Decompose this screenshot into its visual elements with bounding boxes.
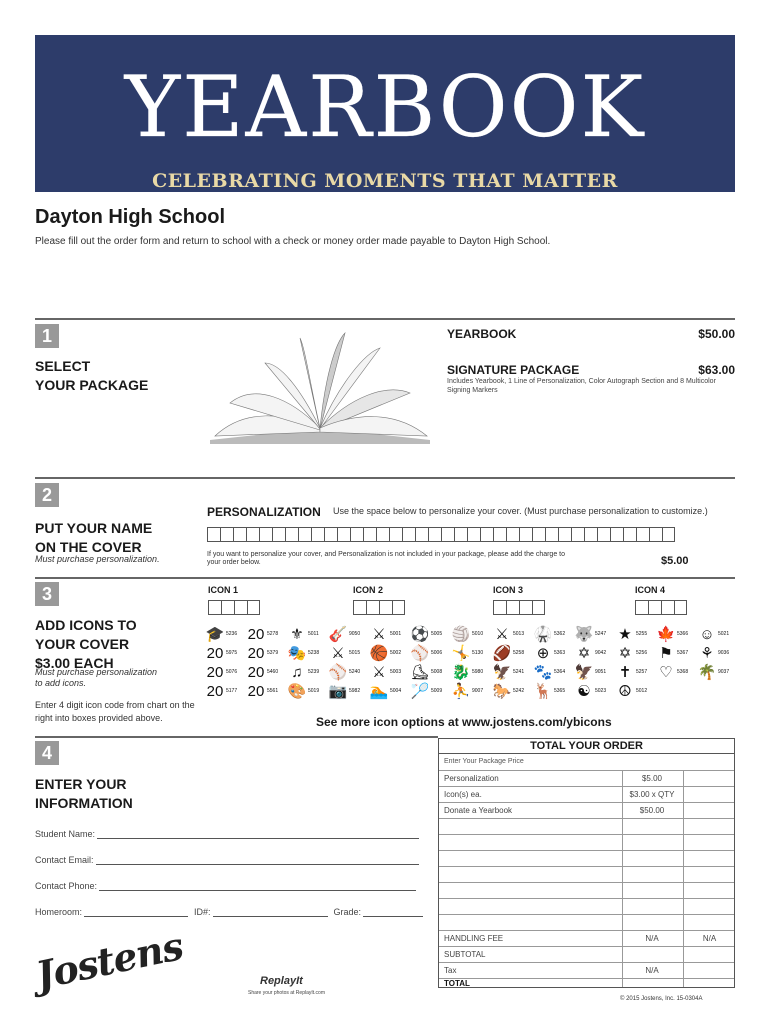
char-box[interactable] [366,600,379,615]
personalization-row[interactable]: Personalization $5.00 [439,771,734,787]
cover-icon: 🥋 [533,625,553,643]
icon-code: 5004 [390,688,402,694]
icon-option [451,680,492,702]
icons-required-note: Must purchase personalization to add icons. [35,667,158,688]
icon-code: 5019 [308,688,320,694]
personalization-required-note: Must purchase personalization. [35,554,160,564]
cover-icon: 🐉 [451,663,471,681]
cover-icon: 20 [247,663,265,681]
icon-code: 5013 [513,631,525,637]
char-box[interactable] [376,527,389,542]
cover-icon: 🌴 [697,663,717,681]
divider [35,577,735,579]
cover-icon: 🐎 [492,682,512,700]
icon-code: 9036 [718,650,730,656]
cover-icon: 📷 [328,682,348,700]
char-box[interactable] [649,527,662,542]
icon-code: 5364 [554,669,566,675]
icon-option [287,680,328,702]
char-box[interactable] [662,527,675,542]
icon-code: 5021 [718,631,730,637]
icon-code: 5257 [636,669,648,675]
char-box[interactable] [441,527,454,542]
student-name-field[interactable]: Student Name: [35,829,419,839]
icon-code: 5001 [390,631,402,637]
icon-option [533,680,574,702]
cover-icon: 🏈 [492,644,512,662]
name-on-cover-label: PUT YOUR NAME ON THE COVER [35,520,153,555]
icon-code: 5460 [267,669,279,675]
char-box[interactable] [648,600,661,615]
char-box[interactable] [610,527,623,542]
personalization-instructions: Use the space below to personalize your cover. (Must purchase personalization to customize.) [333,506,708,516]
icon-code: 5015 [349,650,361,656]
icon-3-label: ICON 3 [493,585,524,595]
icon-code: 5240 [349,669,361,675]
icon-code: 5242 [513,688,525,694]
school-name: Dayton High School [35,206,225,228]
char-box[interactable] [337,527,350,542]
char-box[interactable] [272,527,285,542]
char-box[interactable] [674,600,687,615]
order-total-table [438,738,735,988]
donate-row[interactable]: Donate a Yearbook $50.00 [439,803,734,819]
char-box[interactable] [246,527,259,542]
total-row[interactable]: TOTAL [444,979,470,988]
icon-code: 5238 [308,650,320,656]
cover-icon: ♫ [291,663,303,681]
cover-icon: 20 [206,682,224,700]
icon-code: 5010 [472,631,484,637]
icon-code: 5975 [226,650,238,656]
icon-option [615,680,656,702]
step-number-1: 1 [35,324,59,348]
cover-icon: 20 [206,644,224,662]
cover-icon: 🎨 [287,682,307,700]
char-box[interactable] [493,527,506,542]
cover-icon: 🐾 [533,663,553,681]
char-box[interactable] [532,600,545,615]
char-box[interactable] [597,527,610,542]
cover-icon: 🍁 [656,625,676,643]
cover-icon: 20 [247,682,265,700]
char-box[interactable] [402,527,415,542]
icon-code: 9051 [595,669,607,675]
blank-row[interactable] [439,883,734,899]
icon-code: 5002 [390,650,402,656]
char-box[interactable] [558,527,571,542]
icon-3-code-input[interactable] [493,600,545,615]
char-box[interactable] [392,600,405,615]
step-number-4: 4 [35,741,59,765]
icon-code: 5130 [472,650,484,656]
icon-option [574,680,615,702]
icon-option [492,680,533,702]
cover-icon: ⚔ [495,625,509,643]
icon-code: 5011 [308,631,319,637]
icon-code: 5247 [595,631,607,637]
char-box[interactable] [208,600,221,615]
icon-option [369,680,410,702]
icon-code: 5005 [431,631,443,637]
cover-icon: 20 [247,625,265,643]
icon-code: 5003 [390,669,402,675]
icon-option [205,680,246,702]
personalization-price: $5.00 [661,555,689,567]
char-box[interactable] [247,600,260,615]
char-box[interactable] [428,527,441,542]
cover-icon: 🎸 [328,625,348,643]
step-number-2: 2 [35,483,59,507]
cover-icon: ★ [618,625,632,643]
icon-code: 9050 [349,631,361,637]
order-table-title: TOTAL YOUR ORDER [439,739,734,754]
char-box[interactable] [207,527,220,542]
char-box[interactable] [519,600,532,615]
blank-row[interactable] [439,835,734,851]
cover-icon: 🏐 [451,625,471,643]
icon-code: 9037 [718,669,730,675]
cover-icon: ⚜ [290,625,304,643]
icon-1-code-input[interactable] [208,600,260,615]
package-price-row[interactable] [439,755,734,771]
banner-subtitle: CELEBRATING MOMENTS THAT MATTER [152,170,618,192]
icon-2-code-input[interactable] [353,600,405,615]
cover-icon: ☺ [699,625,715,643]
personalization-input-boxes[interactable] [207,527,675,542]
cover-icon: 🤸 [451,644,471,662]
cover-icon: ⚔ [331,644,345,662]
icon-code: 5008 [431,669,443,675]
signature-package-option[interactable]: SIGNATURE PACKAGE $63.00 [447,363,735,377]
cover-icon: ⚘ [700,644,714,662]
copyright: © 2015 Jostens, Inc. 15-0304A [620,996,703,1002]
subtotal-row[interactable]: SUBTOTAL [439,947,734,963]
char-box[interactable] [584,527,597,542]
char-box[interactable] [415,527,428,542]
char-box[interactable] [545,527,558,542]
column-divider [683,771,684,987]
see-more-icons-link[interactable]: See more icon options at www.jostens.com/ybicons [316,715,612,729]
char-box[interactable] [220,527,233,542]
icon-code: 5366 [677,631,689,637]
icon-code: 5980 [472,669,484,675]
char-box[interactable] [353,600,366,615]
icon-code: 5006 [431,650,443,656]
char-box[interactable] [636,527,649,542]
replayit-logo: ReplayIt [260,975,303,987]
icon-code-instructions: Enter 4 digit icon code from chart on the right into boxes provided above. [35,700,195,723]
icon-code: 5363 [554,650,566,656]
divider [35,736,438,738]
icon-code: 5258 [513,650,525,656]
icon-code: 9042 [595,650,607,656]
char-box[interactable] [234,600,247,615]
char-box[interactable] [493,600,506,615]
char-box[interactable] [519,527,532,542]
yearbook-option[interactable]: YEARBOOK $50.00 [447,327,735,341]
icon-code: 5362 [554,631,566,637]
icon-code: 5009 [431,688,443,694]
char-box[interactable] [467,527,480,542]
cover-icon: ⛸ [410,663,430,681]
add-icons-label: ADD ICONS TO YOUR COVER $3.00 EACH [35,617,137,671]
blank-row[interactable] [439,819,734,835]
blank-row[interactable] [439,867,734,883]
char-box[interactable] [480,527,493,542]
icon-option [697,661,738,683]
char-box[interactable] [532,527,545,542]
icon-code: 5982 [349,688,361,694]
char-box[interactable] [506,527,519,542]
cover-icon: ♡ [659,663,673,681]
icon-code: 5236 [226,631,238,637]
cover-icon: 🎓 [205,625,225,643]
char-box[interactable] [379,600,392,615]
icons-row[interactable]: Icon(s) ea. $3.00 x QTY [439,787,734,803]
cover-icon: ⚽ [410,625,430,643]
char-box[interactable] [661,600,674,615]
icon-option [410,680,451,702]
icon-code: 9007 [472,688,484,694]
icon-option [246,680,287,702]
enter-information-label: ENTER YOUR INFORMATION [35,776,133,811]
cover-icon: ⚔ [372,663,386,681]
icon-code: 5076 [226,669,238,675]
cover-icon: ☯ [577,682,591,700]
cover-icon: ⚔ [372,625,386,643]
blank-row[interactable] [439,915,734,931]
icon-code: 5365 [554,688,566,694]
char-box[interactable] [623,527,636,542]
cover-icon: ⊕ [536,644,550,662]
open-book-image [205,328,435,446]
icon-code: 5278 [267,631,279,637]
icon-option [656,661,697,683]
cover-icon: ⚑ [659,644,673,662]
char-box[interactable] [259,527,272,542]
icon-code: 5177 [226,688,238,694]
char-box[interactable] [298,527,311,542]
tax-row[interactable]: Tax N/A [439,963,734,979]
icon-option [328,680,369,702]
cover-icon: ✝ [618,663,632,681]
cover-icon: ✡ [577,644,591,662]
blank-row[interactable] [439,851,734,867]
icon-code: 5012 [636,688,648,694]
char-box[interactable] [350,527,363,542]
char-box[interactable] [324,527,337,542]
divider [35,318,735,320]
icon-code: 5241 [513,669,525,675]
icon-code: 5255 [636,631,648,637]
icon-code: 5367 [677,650,689,656]
signature-package-note: Includes Yearbook, 1 Line of Personalization, Color Autograph Section and 8 Multicolor Signing Markers [447,378,716,394]
select-package-label: SELECT YOUR PACKAGE [35,358,149,393]
char-box[interactable] [506,600,519,615]
icon-code: 5379 [267,650,279,656]
replayit-tagline: Share your photos at ReplayIt.com [248,990,325,996]
icon-4-label: ICON 4 [635,585,666,595]
cover-icon: 🦅 [574,663,594,681]
jostens-logo: Jostens [31,923,187,998]
cover-icon: 20 [247,644,265,662]
personalization-heading: PERSONALIZATION [207,505,321,519]
package-price-hint: Enter Your Package Price [444,758,524,765]
char-box[interactable] [454,527,467,542]
cover-icon: 🏸 [410,682,430,700]
cover-icon: 🏊 [369,682,389,700]
icon-4-code-input[interactable] [635,600,687,615]
char-box[interactable] [285,527,298,542]
yearbook-banner [35,35,735,192]
banner-title: YEARBOOK [124,58,646,156]
icon-code: 5256 [636,650,648,656]
cover-icon: 🏀 [369,644,389,662]
icon-row [205,680,656,702]
icon-code: 5368 [677,669,689,675]
icon-code: 5023 [595,688,607,694]
icon-1-label: ICON 1 [208,585,239,595]
blank-row[interactable] [439,899,734,915]
cover-icon: 20 [206,663,224,681]
cover-icon: ✡ [618,644,632,662]
column-divider [622,771,623,987]
char-box[interactable] [311,527,324,542]
char-box[interactable] [571,527,584,542]
cover-icon: 🦅 [492,663,512,681]
icon-code: 5561 [267,688,279,694]
personalization-fee-note: If you want to personalize your cover, and Personalization is not included in your package, please add the charge to your order below. [207,551,566,566]
divider [35,477,735,479]
char-box[interactable] [389,527,402,542]
cover-icon: ⛹ [451,682,471,700]
contact-email-field[interactable]: Contact Email: [35,855,419,865]
cover-icon: 🐺 [574,625,594,643]
cover-icon: 🦌 [533,682,553,700]
step-number-3: 3 [35,582,59,606]
cover-icon: 🎭 [287,644,307,662]
handling-fee-row[interactable]: HANDLING FEE N/A N/A [439,931,734,947]
char-box[interactable] [363,527,376,542]
icon-2-label: ICON 2 [353,585,384,595]
icon-code: 5239 [308,669,320,675]
cover-icon: ☮ [618,682,632,700]
cover-icon: ⚾ [410,644,430,662]
char-box[interactable] [635,600,648,615]
homeroom-id-grade-fields[interactable]: Homeroom: ID#: Grade: [35,907,423,917]
char-box[interactable] [221,600,234,615]
char-box[interactable] [233,527,246,542]
cover-icon: ⚾ [328,663,348,681]
contact-phone-field[interactable]: Contact Phone: [35,881,416,891]
intro-text: Please fill out the order form and return to school with a check or money order made payable to Dayton High School. [35,236,551,247]
